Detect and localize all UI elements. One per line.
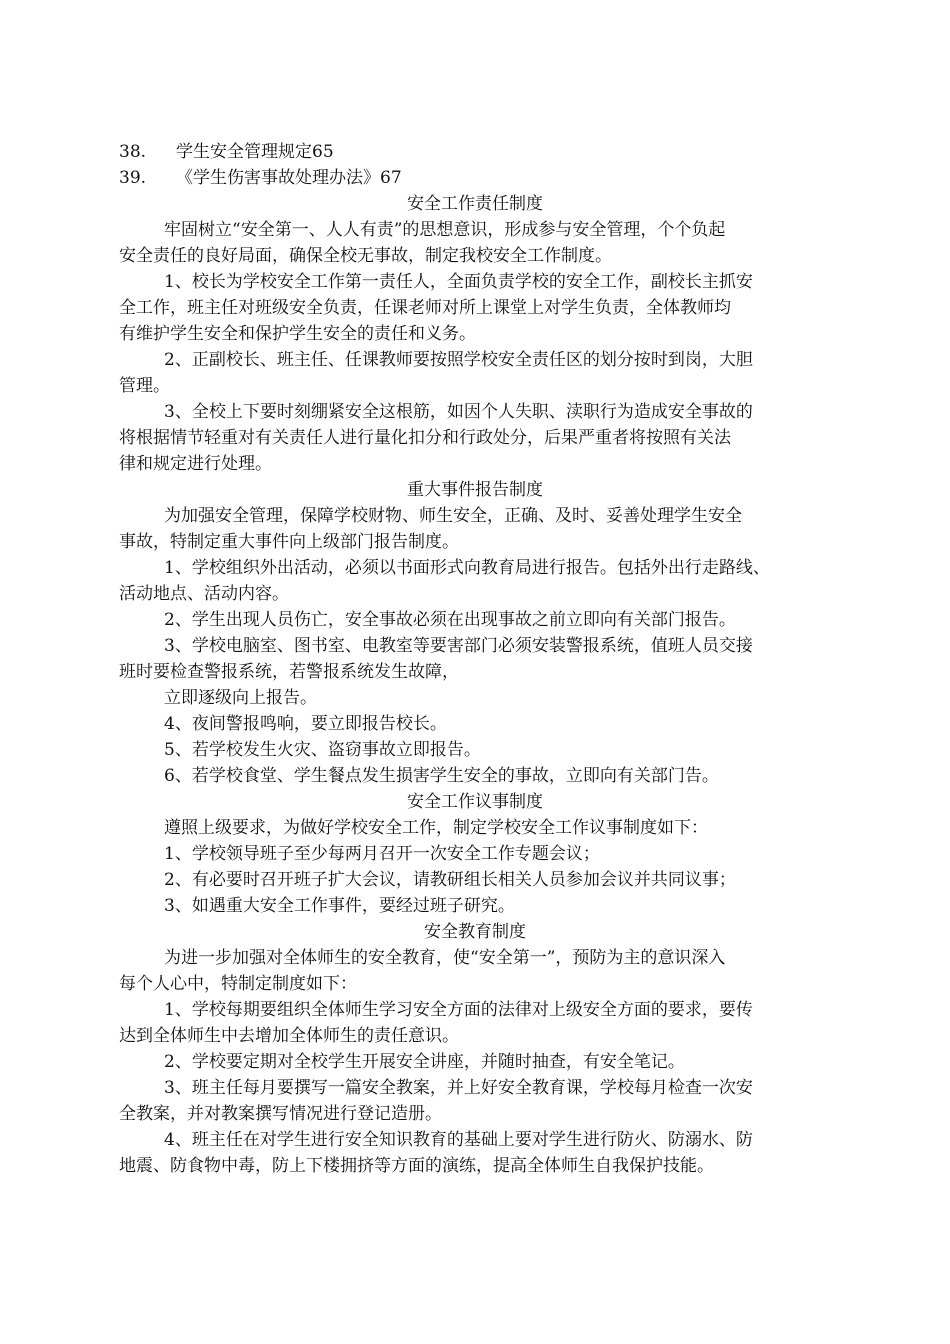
paragraph-line: 班时要检查警报系统，若警报系统发生故障， (119, 662, 459, 682)
paragraph-line: 6、若学校食堂、学生餐点发生损害学生安全的事故，立即向有关部门告。 (164, 766, 719, 786)
paragraph-line: 2、学校要定期对全校学生开展安全讲座，并随时抽查，有安全笔记。 (164, 1052, 685, 1072)
paragraph-line: 达到全体师生中去增加全体师生的责任意识。 (119, 1026, 459, 1046)
paragraph-line: 每个人心中，特制定制度如下： (119, 974, 357, 994)
section-heading: 安全工作议事制度 (407, 792, 543, 812)
paragraph-line: 3、学校电脑室、图书室、电教室等要害部门必须安装警报系统，值班人员交接 (164, 636, 753, 656)
paragraph-line: 1、学校领导班子至少每两月召开一次安全工作专题会议； (164, 844, 600, 864)
paragraph-line: 地震、防食物中毒，防上下楼拥挤等方面的演练，提高全体师生自我保护技能。 (119, 1156, 714, 1176)
paragraph-line: 全工作，班主任对班级安全负责，任课老师对所上课堂上对学生负责，全体教师均 (119, 298, 731, 318)
paragraph-line: 3、班主任每月要撰写一篇安全教案，并上好安全教育课，学校每月检查一次安 (164, 1078, 753, 1098)
paragraph-line: 牢固树立“安全第一、人人有责”的思想意识，形成参与安全管理，个个负起 (164, 220, 726, 240)
paragraph-line: 有维护学生安全和保护学生安全的责任和义务。 (119, 324, 476, 344)
paragraph-line: 3、全校上下要时刻绷紧安全这根筋，如因个人失职、渎职行为造成安全事故的 (164, 402, 753, 422)
paragraph-line: 为进一步加强对全体师生的安全教育，使“安全第一”，预防为主的意识深入 (164, 948, 726, 968)
paragraph-line: 立即逐级向上报告。 (164, 688, 317, 708)
paragraph-line: 遵照上级要求，为做好学校安全工作，制定学校安全工作议事制度如下： (164, 818, 708, 838)
paragraph-line: 全教案，并对教案撰写情况进行登记造册。 (119, 1104, 442, 1124)
paragraph-line: 活动地点、活动内容。 (119, 584, 289, 604)
toc-number: 38. (119, 142, 147, 162)
paragraph-line: 安全责任的良好局面，确保全校无事故，制定我校安全工作制度。 (119, 246, 612, 266)
paragraph-line: 为加强安全管理，保障学校财物、师生安全，正确、及时、妥善处理学生安全 (164, 506, 742, 526)
toc-title: 学生安全管理规定65 (176, 142, 334, 162)
paragraph-line: 1、学校组织外出活动，必须以书面形式向教育局进行报告。包括外出行走路线、 (164, 558, 770, 578)
paragraph-line: 4、班主任在对学生进行安全知识教育的基础上要对学生进行防火、防溺水、防 (164, 1130, 753, 1150)
paragraph-line: 1、学校每期要组织全体师生学习安全方面的法律对上级安全方面的要求，要传 (164, 1000, 753, 1020)
paragraph-line: 管理。 (119, 376, 170, 396)
paragraph-line: 律和规定进行处理。 (119, 454, 272, 474)
paragraph-line: 2、正副校长、班主任、任课教师要按照学校安全责任区的划分按时到岗，大胆 (164, 350, 753, 370)
paragraph-line: 事故，特制定重大事件向上级部门报告制度。 (119, 532, 459, 552)
paragraph-line: 1、校长为学校安全工作第一责任人，全面负责学校的安全工作，副校长主抓安 (164, 272, 753, 292)
toc-title: 《学生伤害事故处理办法》67 (176, 168, 402, 188)
paragraph-line: 2、学生出现人员伤亡，安全事故必须在出现事故之前立即向有关部门报告。 (164, 610, 736, 630)
paragraph-line: 5、若学校发生火灾、盗窃事故立即报告。 (164, 740, 481, 760)
section-heading: 安全工作责任制度 (407, 194, 543, 214)
section-heading: 安全教育制度 (424, 922, 526, 942)
toc-number: 39. (119, 168, 147, 188)
paragraph-line: 3、如遇重大安全工作事件，要经过班子研究。 (164, 896, 515, 916)
section-heading: 重大事件报告制度 (407, 480, 543, 500)
paragraph-line: 2、有必要时召开班子扩大会议，请教研组长相关人员参加会议并共同议事； (164, 870, 736, 890)
paragraph-line: 4、夜间警报鸣响，要立即报告校长。 (164, 714, 447, 734)
paragraph-line: 将根据情节轻重对有关责任人进行量化扣分和行政处分，后果严重者将按照有关法 (119, 428, 731, 448)
